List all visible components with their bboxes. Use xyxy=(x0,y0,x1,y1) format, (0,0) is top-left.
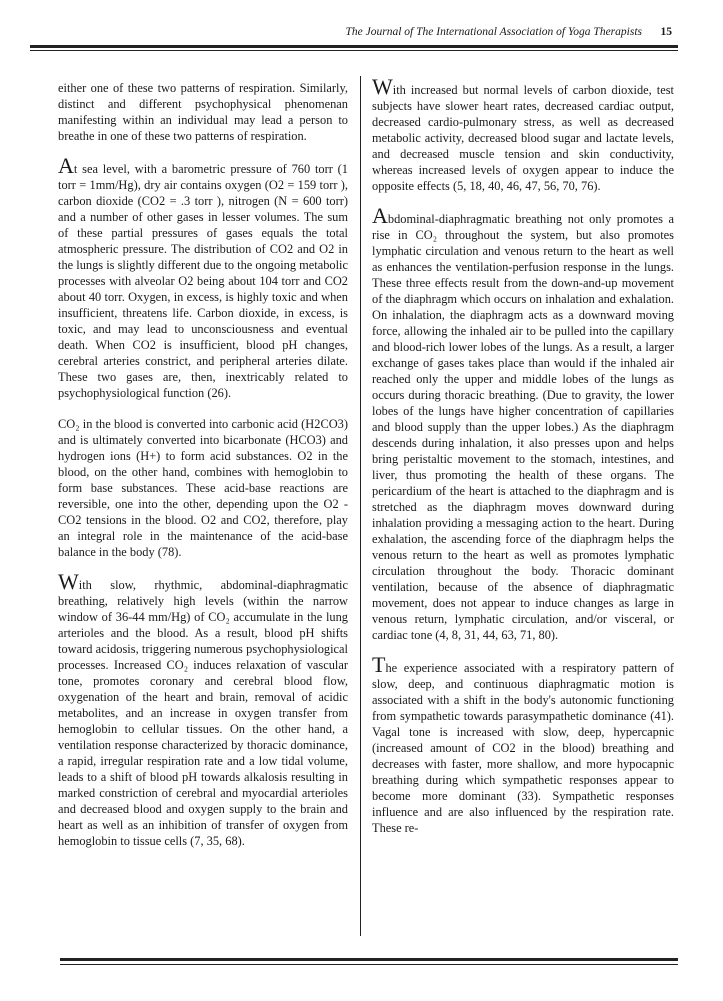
left-column xyxy=(58,80,348,864)
footer-rule-thin xyxy=(60,964,678,965)
initial-letter: T xyxy=(372,652,386,677)
paragraph: CO₂ in the blood is converted into carbonic acid (H2CO3) and is ultimately converted into bicarbonate (HCO3) and hydrogen ions (H+) to form acid substances. O2 in the blood, on the other hand, combines with hemoglobin to form base substances. These acid-base reactions are reversible, one into the other, depending upon the O2 - CO2 tensions in the blood. O2 and CO2, therefore, play an integral role in the maintenance of the acid-base balance in the body (78). xyxy=(58,417,348,559)
right-column xyxy=(372,74,674,851)
paragraph-text: he experience associated with a respiratory pattern of slow, deep, and continuous diaphragmatic motion is associated with a shift in the body's autonomic functioning from sympathetic towards parasympathetic dominance (41). Vagal tone is increased with slow, deep, hypercapnic (increased amount of CO2 in the blood) breathing and decreases with faster, more shallow, and more hypocapnic breathing during which sympathetic responses appear to become more dominant (33). Sympathetic responses influence and are also influenced by the respiration rate. These re- xyxy=(372,661,674,835)
paragraph-text: ith slow, rhythmic, abdominal-diaphragmatic breathing, relatively high levels (within the narrow window of 36-44 mm/Hg) of CO₂ accumulate in the lung arterioles and the blood. As a result, blood pH shifts toward acidosis, triggering numerous psychophysiological processes. Increased CO₂ induces relaxation of vascular tone, promotes coronary and cerebral blood flow, oxygenation of the heart and brain, removal of acidic metabolites, and an increase in oxygen transfer from hemoglobin to cellular tissues. On the other hand, a ventilation response characterized by thoracic dominance, a rapid, irregular respiration rate and a low tidal volume, leads to a shift of blood pH towards alkalosis resulting in marked constriction of cerebral and myocardial arterioles and decreased blood and oxygen supply to the brain and heart as well as an inhibition of transfer of oxygen from hemoglobin to tissue cells (7, 35, 68). xyxy=(58,578,348,848)
footer-rule-thick xyxy=(60,958,678,961)
initial-letter: A xyxy=(58,153,74,178)
paragraph-text: t sea level, with a barometric pressure of 760 torr (1 torr = 1mm/Hg), dry air contains oxygen (O2 = 159 torr ), carbon dioxide (CO2 = .3 torr ), nitrogen (N = 600 torr) and a number of other gases in lesser volumes. The sum of these partial pressures of gases equals the total atmospheric pressure. The distribution of CO2 and O2 in the lungs is slightly different due to the ongoing metabolic processes with alveolar O2 being about 104 torr and CO2 about 40 torr. Oxygen, in excess, is highly toxic and when insufficient, threatens life. Carbon dioxide, in excess, is toxic, and may lead to unconsciousness and eventual death. When CO2 is insufficient, blood pH changes, cerebral arteries constrict, and peripheral arteries dilate. These two gases are, then, inextricably related to psychophysiological function (26). xyxy=(58,162,348,400)
paragraph xyxy=(372,203,674,643)
column-divider xyxy=(360,76,361,936)
initial-letter: W xyxy=(58,569,79,594)
header-rule-thin xyxy=(30,50,678,51)
paragraph xyxy=(58,569,348,849)
paragraph-text: ith increased but normal levels of carbon dioxide, test subjects have slower heart rates, decreased cardiac output, decreased cardio-pulmonary stress, as well as decreased metabolic activity, decreased blood sugar and lactate levels, and decreased muscle tension and skin conductivity, whereas increased levels of oxygen appear to induce the opposite effects (5, 18, 40, 46, 47, 56, 70, 76). xyxy=(372,83,674,193)
journal-title: The Journal of The International Association of Yoga Therapists xyxy=(345,26,642,38)
paragraph xyxy=(372,652,674,836)
initial-letter: A xyxy=(372,203,388,228)
paragraph: either one of these two patterns of respiration. Similarly, distinct and different psychophysical phenomenan manifesting within an individual may lead a person to breathe in one of these two patterns of respiration. xyxy=(58,81,348,143)
header-rule-thick xyxy=(30,45,678,48)
paragraph xyxy=(58,153,348,401)
page-number: 15 xyxy=(660,26,672,38)
paragraph xyxy=(372,74,674,194)
paragraph-text: bdominal-diaphragmatic breathing not only promotes a rise in CO₂ throughout the system, but also promotes lymphatic circulation and venous return to the heart as well as enhances the ventilation-perfusion response in the lungs. These three effects result from the down-and-up movement of the diaphragm which occurs on inhalation and exhalation. On inhalation, the diaphragm acts as a downward moving force, allowing the inhaled air to be pulled into the capillary and blood-rich lower lobes of the lungs. As a result, a larger exchange of gases takes place than would if the inhaled air reached only the upper and middle lobes of the lungs as occurs during thoracic breathing. (Due to gravity, the lower lobes of the lungs have higher concentration of capillaries and blood supply than the upper lobes.) As the diaphragm descends during inhalation, it also presses upon and helps bring peristaltic movement to the stomach, intestines, and liver, thus promoting the health of these organs. The pericardium of the heart is attached to the diaphragm and is stretched as the diaphragm moves downward during inhalation providing a messaging action to the heart. During exhalation, the ascending force of the diaphragm helps the venous return to the heart as well as promotes lymphatic circulation throughout the body. Thoracic dominant ventilation, because of the absence of diaphragmatic movement, does not appear to induce changes as large in venous return, lymphatic circulation, and/or visceral, or cardiac tone (4, 8, 31, 44, 63, 71, 80). xyxy=(372,212,674,642)
running-header xyxy=(30,24,672,42)
initial-letter: W xyxy=(372,74,393,99)
